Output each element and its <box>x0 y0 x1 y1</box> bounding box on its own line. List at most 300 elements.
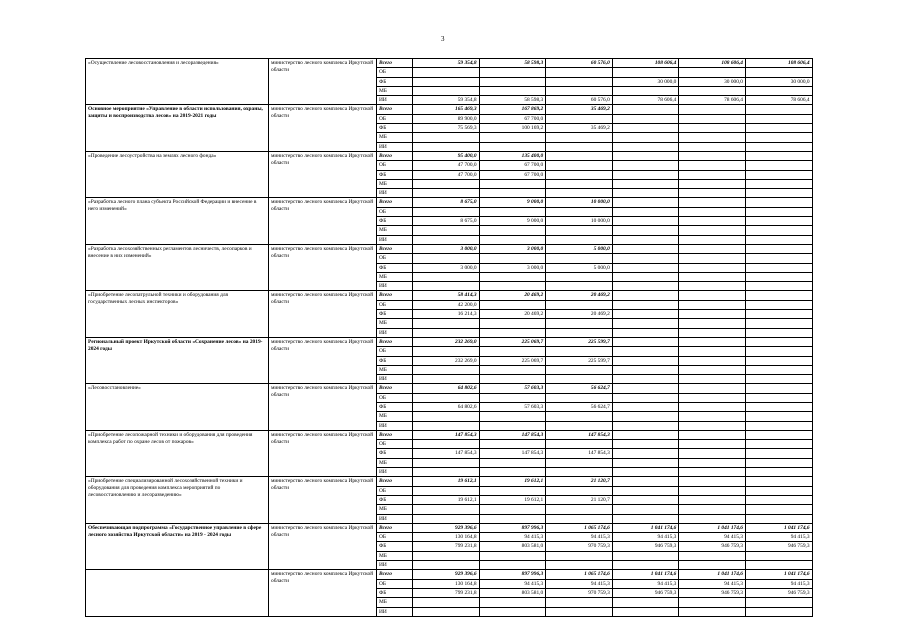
amount-cell <box>612 272 679 281</box>
funding-source: ИИ <box>377 375 413 384</box>
amount-cell <box>679 607 746 616</box>
amount-cell <box>679 300 746 309</box>
amount-cell: 42 200,0 <box>413 300 480 309</box>
amount-cell <box>546 254 613 263</box>
amount-cell: 799 231,8 <box>413 542 480 551</box>
table-row <box>86 105 813 114</box>
amount-cell <box>679 217 746 226</box>
amount-cell: 3 000,0 <box>413 244 480 253</box>
funding-source: ИИ <box>377 328 413 337</box>
amount-cell: 897 996,3 <box>479 523 546 532</box>
funding-source: Всего <box>377 523 413 532</box>
amount-cell <box>546 505 613 514</box>
amount-cell <box>413 561 480 570</box>
funding-source: ИИ <box>377 282 413 291</box>
amount-cell <box>612 393 679 402</box>
amount-cell <box>479 77 546 86</box>
funding-source: ОБ <box>377 579 413 588</box>
amount-cell <box>745 319 812 328</box>
amount-cell: 78 606,4 <box>679 96 746 105</box>
amount-cell: 94 415,3 <box>679 579 746 588</box>
funding-source: Всего <box>377 430 413 439</box>
amount-cell <box>612 598 679 607</box>
amount-cell: 59 354,8 <box>413 59 480 68</box>
funding-source: МБ <box>377 412 413 421</box>
amount-cell: 21 120,7 <box>546 495 613 504</box>
amount-cell <box>745 217 812 226</box>
amount-cell <box>413 347 480 356</box>
amount-cell <box>546 189 613 198</box>
amount-cell <box>546 114 613 123</box>
funding-source: ОБ <box>377 393 413 402</box>
amount-cell <box>612 561 679 570</box>
amount-cell <box>546 468 613 477</box>
amount-cell <box>745 68 812 77</box>
funding-source: ИИ <box>377 189 413 198</box>
amount-cell <box>612 179 679 188</box>
amount-cell <box>745 551 812 560</box>
amount-cell <box>679 142 746 151</box>
amount-cell <box>745 412 812 421</box>
amount-cell <box>612 477 679 486</box>
amount-cell: 94 415,3 <box>679 533 746 542</box>
amount-cell: 5 000,0 <box>546 263 613 272</box>
amount-cell <box>612 430 679 439</box>
amount-cell: 225 599,7 <box>546 356 613 365</box>
amount-cell <box>679 68 746 77</box>
amount-cell <box>546 282 613 291</box>
amount-cell <box>479 468 546 477</box>
funding-source: ИИ <box>377 421 413 430</box>
amount-cell: 64 802,6 <box>413 384 480 393</box>
amount-cell: 9 000,0 <box>479 198 546 207</box>
amount-cell <box>479 375 546 384</box>
amount-cell <box>612 244 679 253</box>
amount-cell <box>612 207 679 216</box>
amount-cell <box>679 170 746 179</box>
amount-cell <box>413 440 480 449</box>
amount-cell <box>612 68 679 77</box>
amount-cell <box>413 393 480 402</box>
budget-table <box>85 58 813 617</box>
measure-name: «Разработка лесного плана субъекта Российской Федерации и внесение в него изменений» <box>86 198 269 244</box>
amount-cell <box>612 440 679 449</box>
amount-cell: 57 603,3 <box>479 402 546 411</box>
amount-cell <box>745 402 812 411</box>
funding-source: МБ <box>377 551 413 560</box>
amount-cell <box>745 244 812 253</box>
amount-cell <box>479 412 546 421</box>
amount-cell <box>546 207 613 216</box>
amount-cell <box>612 514 679 523</box>
amount-cell <box>679 365 746 374</box>
amount-cell <box>679 440 746 449</box>
amount-cell: 78 606,4 <box>745 96 812 105</box>
amount-cell <box>745 282 812 291</box>
amount-cell <box>413 375 480 384</box>
amount-cell <box>479 272 546 281</box>
amount-cell <box>679 310 746 319</box>
amount-cell <box>546 375 613 384</box>
amount-cell <box>745 356 812 365</box>
amount-cell <box>745 133 812 142</box>
amount-cell: 75 569,3 <box>413 124 480 133</box>
amount-cell: 94 415,3 <box>479 533 546 542</box>
amount-cell <box>745 207 812 216</box>
amount-cell <box>413 272 480 281</box>
measure-name: «Приобретение лесопожарной техники и оборудования для проведения комплекса работ по охране лесов от пожаров» <box>86 430 269 476</box>
amount-cell <box>479 458 546 467</box>
amount-cell <box>679 86 746 95</box>
amount-cell <box>745 561 812 570</box>
amount-cell <box>413 514 480 523</box>
page-number: 3 <box>441 35 445 43</box>
executor-name: министерство лесного комплекса Иркутской области <box>269 384 377 430</box>
amount-cell <box>679 458 746 467</box>
amount-cell: 1 041 174,6 <box>745 570 812 579</box>
funding-source: ИИ <box>377 468 413 477</box>
funding-source: Всего <box>377 384 413 393</box>
amount-cell: 1 041 174,6 <box>612 570 679 579</box>
amount-cell <box>546 347 613 356</box>
table-row <box>86 430 813 439</box>
amount-cell: 16 214,3 <box>413 310 480 319</box>
amount-cell: 799 231,8 <box>413 588 480 597</box>
funding-source: ФБ <box>377 449 413 458</box>
amount-cell <box>679 468 746 477</box>
funding-source: Всего <box>377 477 413 486</box>
amount-cell <box>745 598 812 607</box>
amount-cell <box>745 375 812 384</box>
funding-source: МБ <box>377 319 413 328</box>
amount-cell <box>612 486 679 495</box>
amount-cell <box>479 561 546 570</box>
amount-cell <box>413 319 480 328</box>
amount-cell <box>546 607 613 616</box>
amount-cell: 58 598,3 <box>479 59 546 68</box>
amount-cell <box>546 598 613 607</box>
amount-cell <box>479 365 546 374</box>
table-row <box>86 477 813 486</box>
amount-cell: 970 759,3 <box>546 588 613 597</box>
amount-cell <box>546 561 613 570</box>
amount-cell <box>679 207 746 216</box>
amount-cell <box>679 356 746 365</box>
amount-cell <box>745 142 812 151</box>
amount-cell: 147 854,3 <box>413 449 480 458</box>
amount-cell: 100 169,2 <box>479 124 546 133</box>
funding-source: МБ <box>377 179 413 188</box>
amount-cell: 147 854,3 <box>546 449 613 458</box>
amount-cell <box>745 495 812 504</box>
amount-cell <box>546 142 613 151</box>
measure-name: Региональный проект Иркутской области «Сохранение лесов» на 2019-2024 годы <box>86 337 269 383</box>
amount-cell <box>745 198 812 207</box>
amount-cell: 225 069,7 <box>479 356 546 365</box>
amount-cell: 3 000,0 <box>479 263 546 272</box>
amount-cell <box>479 486 546 495</box>
amount-cell <box>612 421 679 430</box>
table-row <box>86 151 813 160</box>
funding-source: ОБ <box>377 114 413 123</box>
funding-source: ОБ <box>377 161 413 170</box>
amount-cell <box>413 421 480 430</box>
amount-cell: 232 269,0 <box>413 337 480 346</box>
amount-cell <box>612 151 679 160</box>
amount-cell <box>679 226 746 235</box>
amount-cell: 946 759,3 <box>679 588 746 597</box>
amount-cell <box>612 384 679 393</box>
amount-cell: 147 854,3 <box>413 430 480 439</box>
amount-cell: 19 612,1 <box>479 477 546 486</box>
amount-cell <box>679 124 746 133</box>
table-row <box>86 523 813 532</box>
amount-cell <box>612 189 679 198</box>
amount-cell <box>479 421 546 430</box>
amount-cell <box>479 347 546 356</box>
amount-cell <box>612 124 679 133</box>
funding-source: ОБ <box>377 207 413 216</box>
amount-cell: 946 759,3 <box>679 542 746 551</box>
amount-cell <box>745 458 812 467</box>
measure-name: «Лесовосстановление» <box>86 384 269 430</box>
funding-source: ОБ <box>377 254 413 263</box>
amount-cell: 20 469,2 <box>546 310 613 319</box>
amount-cell: 130 164,8 <box>413 579 480 588</box>
amount-cell: 35 469,2 <box>546 105 613 114</box>
funding-source: ИИ <box>377 96 413 105</box>
amount-cell <box>745 486 812 495</box>
amount-cell: 135 400,0 <box>479 151 546 160</box>
amount-cell <box>679 263 746 272</box>
amount-cell: 60 576,0 <box>546 96 613 105</box>
amount-cell: 20 469,2 <box>546 291 613 300</box>
amount-cell <box>612 133 679 142</box>
amount-cell <box>745 124 812 133</box>
amount-cell <box>612 114 679 123</box>
amount-cell <box>679 551 746 560</box>
amount-cell: 57 603,3 <box>479 384 546 393</box>
amount-cell <box>612 347 679 356</box>
amount-cell <box>745 347 812 356</box>
measure-name: Основное мероприятие «Управление в области использования, охраны, защиты и воспроизводства лесов» на 2019-2021 годы <box>86 105 269 151</box>
funding-source: ИИ <box>377 235 413 244</box>
amount-cell <box>745 505 812 514</box>
amount-cell <box>745 430 812 439</box>
amount-cell <box>413 282 480 291</box>
amount-cell <box>612 300 679 309</box>
amount-cell <box>479 254 546 263</box>
amount-cell <box>745 468 812 477</box>
amount-cell <box>745 310 812 319</box>
funding-source: ФБ <box>377 542 413 551</box>
amount-cell <box>745 161 812 170</box>
amount-cell: 147 854,3 <box>546 430 613 439</box>
amount-cell <box>745 235 812 244</box>
funding-source: Всего <box>377 291 413 300</box>
amount-cell <box>479 282 546 291</box>
amount-cell: 803 581,0 <box>479 542 546 551</box>
amount-cell: 56 624,7 <box>546 384 613 393</box>
amount-cell: 929 396,6 <box>413 523 480 532</box>
amount-cell <box>479 226 546 235</box>
funding-source: ОБ <box>377 440 413 449</box>
amount-cell <box>413 235 480 244</box>
funding-source: ИИ <box>377 142 413 151</box>
amount-cell <box>546 412 613 421</box>
amount-cell <box>745 263 812 272</box>
amount-cell <box>546 68 613 77</box>
funding-source: ФБ <box>377 310 413 319</box>
executor-name: министерство лесного комплекса Иркутской области <box>269 477 377 523</box>
amount-cell: 803 581,0 <box>479 588 546 597</box>
amount-cell <box>679 421 746 430</box>
table-row <box>86 198 813 207</box>
amount-cell <box>679 337 746 346</box>
executor-name: министерство лесного комплекса Иркутской области <box>269 337 377 383</box>
amount-cell: 1 065 174,6 <box>546 523 613 532</box>
amount-cell <box>413 68 480 77</box>
amount-cell: 30 000,0 <box>679 77 746 86</box>
funding-source: Всего <box>377 151 413 160</box>
amount-cell <box>745 226 812 235</box>
amount-cell <box>413 133 480 142</box>
amount-cell <box>745 170 812 179</box>
amount-cell: 946 759,3 <box>745 588 812 597</box>
amount-cell <box>612 263 679 272</box>
amount-cell <box>612 142 679 151</box>
funding-source: ОБ <box>377 68 413 77</box>
amount-cell <box>679 291 746 300</box>
amount-cell: 1 065 174,6 <box>546 570 613 579</box>
amount-cell: 5 000,0 <box>546 244 613 253</box>
amount-cell: 95 400,0 <box>413 151 480 160</box>
amount-cell <box>612 328 679 337</box>
amount-cell <box>612 551 679 560</box>
amount-cell: 147 854,3 <box>479 449 546 458</box>
amount-cell <box>413 486 480 495</box>
amount-cell <box>679 495 746 504</box>
amount-cell <box>413 365 480 374</box>
amount-cell <box>612 282 679 291</box>
amount-cell <box>546 328 613 337</box>
amount-cell <box>745 114 812 123</box>
amount-cell <box>612 198 679 207</box>
amount-cell <box>679 514 746 523</box>
amount-cell: 108 606,4 <box>679 59 746 68</box>
amount-cell <box>612 468 679 477</box>
funding-source: Всего <box>377 337 413 346</box>
funding-source: ФБ <box>377 356 413 365</box>
amount-cell <box>612 105 679 114</box>
executor-name: министерство лесного комплекса Иркутской области <box>269 430 377 476</box>
amount-cell <box>479 440 546 449</box>
amount-cell <box>546 551 613 560</box>
funding-source: МБ <box>377 365 413 374</box>
amount-cell <box>679 319 746 328</box>
measure-name: «Осуществление лесовосстановления и лесоразведения» <box>86 59 269 105</box>
amount-cell <box>679 161 746 170</box>
amount-cell <box>679 412 746 421</box>
amount-cell <box>612 217 679 226</box>
amount-cell <box>745 477 812 486</box>
amount-cell <box>679 561 746 570</box>
funding-source: МБ <box>377 505 413 514</box>
amount-cell: 30 000,0 <box>745 77 812 86</box>
amount-cell: 89 900,0 <box>413 114 480 123</box>
amount-cell <box>612 412 679 421</box>
amount-cell <box>546 170 613 179</box>
amount-cell: 20 469,2 <box>479 310 546 319</box>
amount-cell <box>612 356 679 365</box>
amount-cell: 225 599,7 <box>546 337 613 346</box>
measure-name: «Разработка лесохозяйственных регламентов лесничеств, лесопарков и внесение в них изменений» <box>86 244 269 290</box>
amount-cell <box>413 505 480 514</box>
amount-cell: 56 624,7 <box>546 402 613 411</box>
amount-cell <box>546 319 613 328</box>
amount-cell <box>679 244 746 253</box>
amount-cell <box>612 337 679 346</box>
amount-cell <box>546 86 613 95</box>
amount-cell: 21 120,7 <box>546 477 613 486</box>
amount-cell <box>679 105 746 114</box>
amount-cell <box>679 151 746 160</box>
funding-source: МБ <box>377 86 413 95</box>
measure-name: «Приобретение специализированной лесохозяйственной техники и оборудования для проведения комплекса мероприятий по лесовосстановлению и лесоразведению» <box>86 477 269 523</box>
amount-cell: 108 606,4 <box>745 59 812 68</box>
amount-cell <box>679 375 746 384</box>
amount-cell: 19 612,1 <box>413 477 480 486</box>
amount-cell <box>413 226 480 235</box>
funding-source: ОБ <box>377 486 413 495</box>
amount-cell: 165 469,3 <box>413 105 480 114</box>
amount-cell <box>679 393 746 402</box>
funding-source: ФБ <box>377 263 413 272</box>
amount-cell <box>679 449 746 458</box>
amount-cell <box>745 105 812 114</box>
amount-cell <box>745 337 812 346</box>
amount-cell: 130 164,8 <box>413 533 480 542</box>
amount-cell <box>546 272 613 281</box>
table-row <box>86 384 813 393</box>
amount-cell <box>546 161 613 170</box>
amount-cell: 1 041 174,6 <box>612 523 679 532</box>
amount-cell: 64 802,6 <box>413 402 480 411</box>
amount-cell <box>745 179 812 188</box>
amount-cell <box>745 393 812 402</box>
amount-cell: 19 612,1 <box>413 495 480 504</box>
funding-source: МБ <box>377 133 413 142</box>
amount-cell <box>479 68 546 77</box>
amount-cell <box>546 179 613 188</box>
amount-cell: 47 700,0 <box>413 170 480 179</box>
amount-cell <box>546 226 613 235</box>
amount-cell <box>479 142 546 151</box>
amount-cell: 94 415,3 <box>612 533 679 542</box>
amount-cell <box>679 235 746 244</box>
funding-source: ОБ <box>377 300 413 309</box>
amount-cell: 167 869,2 <box>479 105 546 114</box>
amount-cell: 19 612,1 <box>479 495 546 504</box>
funding-source: МБ <box>377 598 413 607</box>
funding-source: ФБ <box>377 170 413 179</box>
amount-cell: 94 415,3 <box>546 579 613 588</box>
amount-cell: 946 759,3 <box>612 588 679 597</box>
amount-cell <box>479 551 546 560</box>
amount-cell <box>612 402 679 411</box>
amount-cell: 3 000,0 <box>413 263 480 272</box>
amount-cell: 897 996,3 <box>479 570 546 579</box>
